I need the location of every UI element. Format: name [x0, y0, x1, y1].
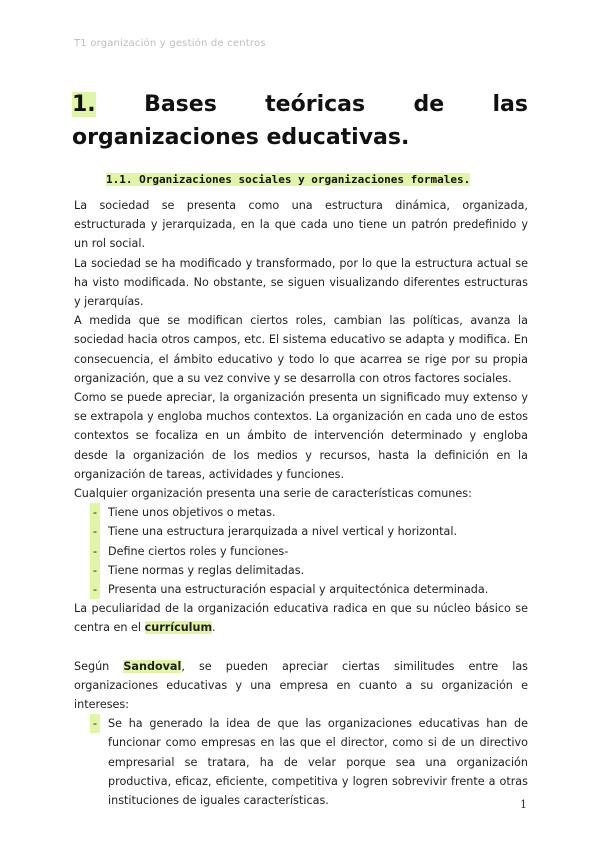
list-item-text: Presenta una estructuración espacial y arquitectónica determinada.	[108, 583, 489, 597]
bullet-dash: -	[90, 561, 100, 580]
paragraph-spacer	[74, 638, 528, 657]
running-header: T1 organización y gestión de centros	[74, 38, 266, 49]
subsection-heading	[106, 173, 470, 186]
paragraph: La sociedad se ha modificado y transformado, por lo que la estructura actual se ha visto modificada. No obstante, se siguen visualizando diferentes estructuras y jerarquías.	[74, 256, 528, 309]
list-item-text: Tiene una estructura jerarquizada a nivel vertical y horizontal.	[108, 525, 458, 539]
similarities-list	[74, 714, 528, 810]
paragraph: La sociedad se presenta como una estructura dinámica, organizada, estructurada y jerarquizada, en la que cada uno tiene un patrón predefinido y un rol social.	[74, 199, 528, 251]
peculiarity-text-before: La peculiaridad de la organización educativa radica en que su núcleo básico se centra en el	[74, 602, 528, 635]
list-item-text: Define ciertos roles y funciones-	[108, 544, 289, 558]
bullet-dash: -	[90, 522, 100, 541]
peculiarity-text-after: .	[212, 621, 216, 635]
sandoval-text-before: Según	[74, 659, 124, 673]
characteristics-list	[74, 503, 528, 599]
list-item-text: Se ha generado la idea de que las organizaciones educativas han de funcionar como empresas en las que el director, como si de un directivo empresarial se tratara, ha de velar porque sea una organización productiva, eficaz, eficiente, competitiva y logren sobrevivir frente a otras instituciones de iguales características.	[108, 717, 528, 808]
list-item	[74, 580, 528, 599]
sandoval-keyword: Sandoval	[123, 659, 182, 673]
list-item	[74, 522, 528, 541]
list-item-text: Tiene normas y reglas delimitadas.	[108, 563, 305, 577]
paragraph: Como se puede apreciar, la organización presenta un significado muy extenso y se extrapola y engloba muchos contextos. La organización en cada uno de estos contextos se focaliza en un ámbito de intervención determinado y engloba desde la organización de los medios y recursos, hasta la definición en la organización de tareas, actividades y funciones.	[74, 391, 528, 481]
list-item	[74, 714, 528, 810]
list-item-text: Tiene unos objetivos o metas.	[108, 506, 276, 520]
bullet-dash: -	[90, 714, 100, 733]
body-text	[74, 196, 528, 810]
sandoval-paragraph	[74, 657, 528, 715]
subsection-title: Organizaciones sociales y organizaciones formales.	[139, 173, 471, 186]
bullet-dash: -	[90, 503, 100, 522]
section-number: 1.	[72, 92, 96, 117]
page-number: 1	[520, 798, 527, 811]
list-item	[74, 542, 528, 561]
section-heading	[72, 88, 528, 154]
curriculum-keyword: currículum	[144, 621, 213, 635]
sandoval-text-after: , se pueden apreciar ciertas similitudes entre las organizaciones educativas y una empresa en cuanto a su organización e intereses:	[74, 659, 528, 712]
peculiarity-paragraph	[74, 599, 528, 637]
subsection-number: 1.1.	[106, 173, 133, 186]
paragraph: Cualquier organización presenta una serie de características comunes:	[74, 487, 472, 501]
subsection-heading-highlight	[106, 173, 470, 186]
list-item	[74, 503, 528, 522]
section-title: Bases teóricas de las organizaciones educativas.	[72, 92, 528, 150]
bullet-dash: -	[90, 542, 100, 561]
list-item	[74, 561, 528, 580]
bullet-dash: -	[90, 580, 100, 599]
paragraph: A medida que se modifican ciertos roles, cambian las políticas, avanza la sociedad hacia otros campos, etc. El sistema educativo se adapta y modifica. En consecuencia, el ámbito educativo y todo lo que acarrea se rige por su propia organización, que a su vez convive y se desarrolla con otros factores sociales.	[74, 314, 528, 385]
